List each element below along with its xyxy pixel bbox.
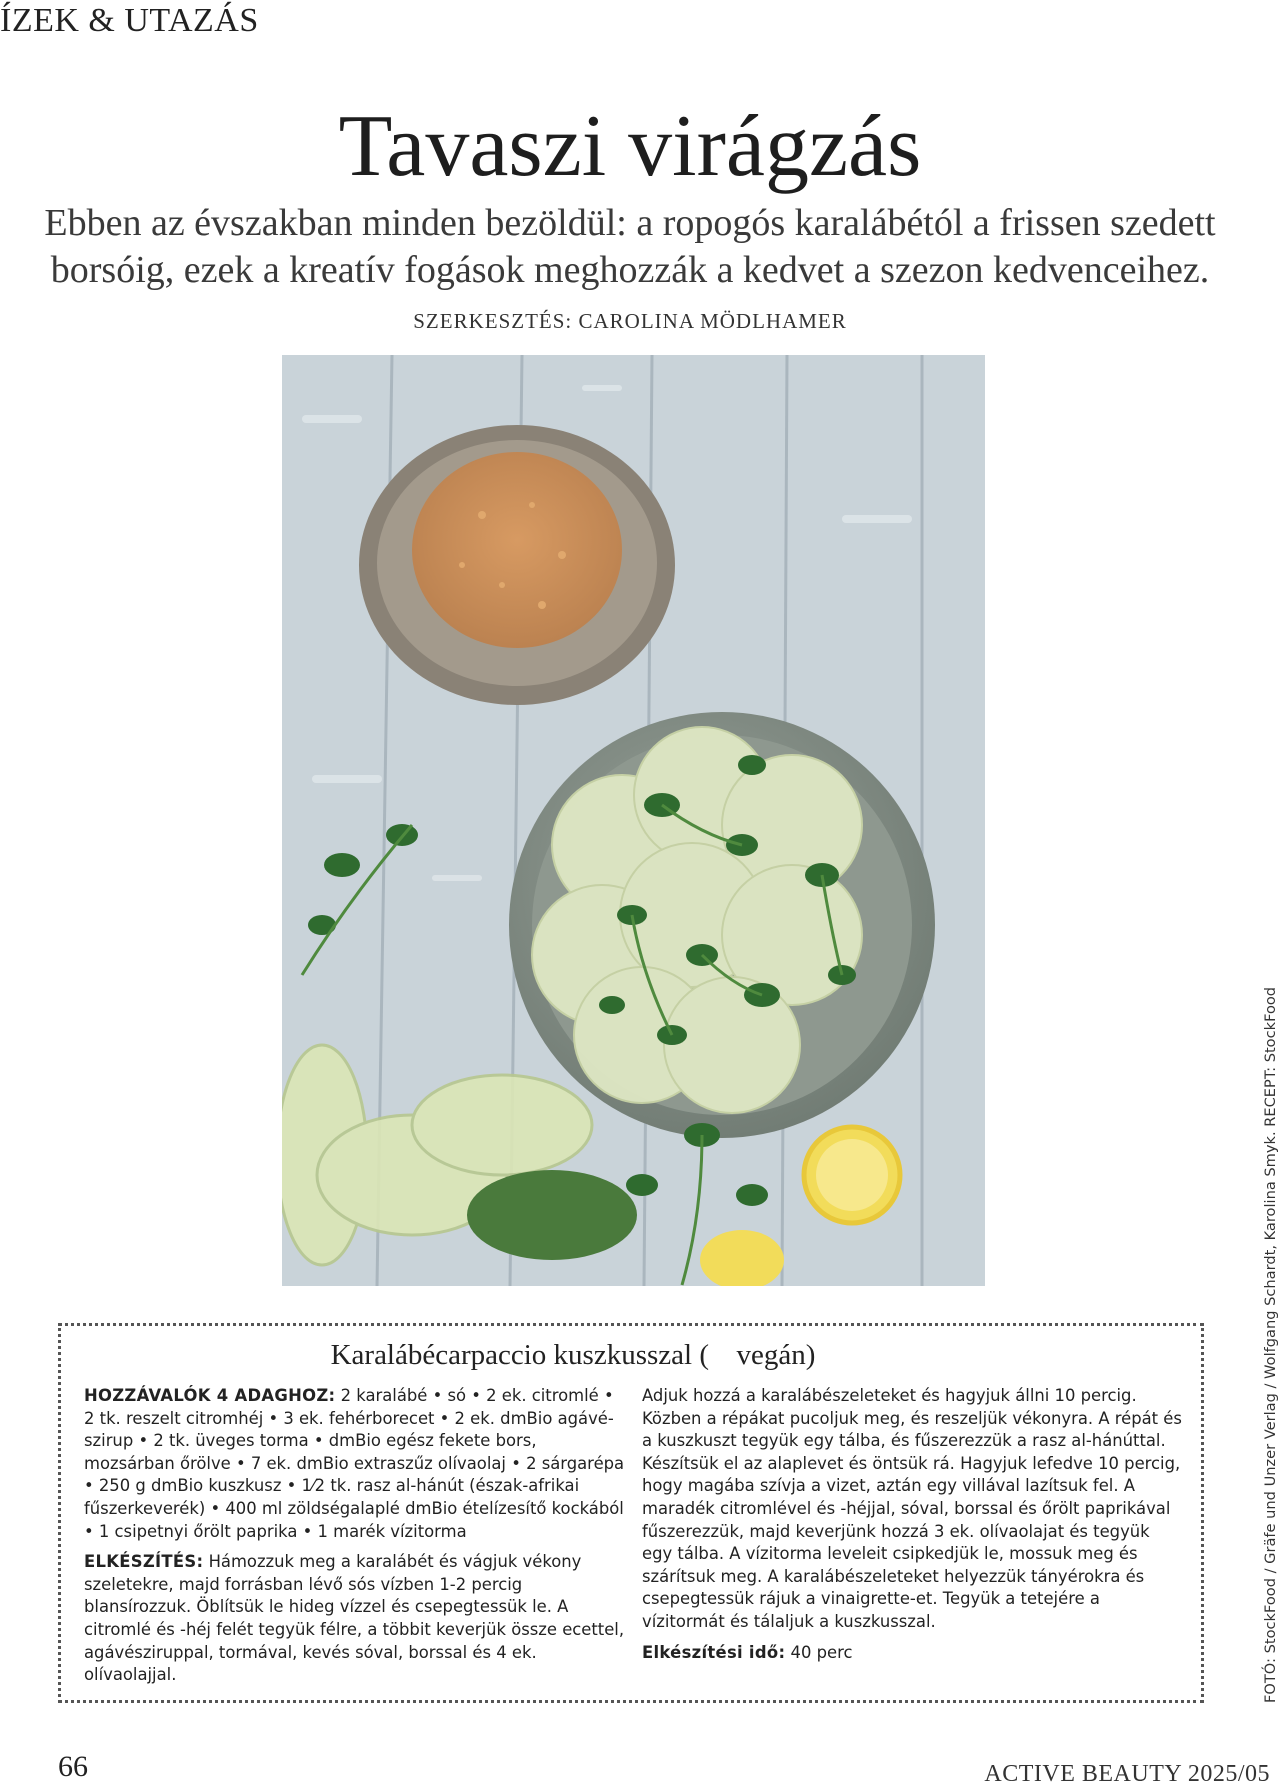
- recipe-photo: [282, 355, 985, 1286]
- vegan-label: vegán): [726, 1339, 805, 1371]
- method-paragraph: [84, 1551, 626, 1687]
- prep-time: [642, 1642, 1182, 1665]
- recipe-column-left: [84, 1385, 626, 1695]
- ingredients-label: HOZZÁVALÓK 4 ADAGHOZ:: [84, 1386, 336, 1405]
- ingredients-text: 2 karalábé • só • 2 ek. citromlé • 2 tk. reszelt citromhéj • 3 ek. fehérborecet • 2 ek. dmBio agávé-szirup • 2 tk. üveges torma • dmBio egész fekete bors, mozsárban őrölve • 7 ek. dmBio extraszűz olívaolaj • 2 sárgarépa • 250 g dmBio kuszkusz • 1⁄2 tk. rasz al-hánút (észak-afrikai fűszerkeverék) • 400 ml zöldségalaplé dmBio ételízesítő kockából • 1 csipetnyi őrölt paprika • 1 marék vízitorma: [84, 1386, 625, 1541]
- byline: SZERKESZTÉS: CAROLINA MÖDLHAMER: [413, 309, 847, 333]
- apple-icon: [719, 1341, 726, 1370]
- ingredients-paragraph: [84, 1385, 626, 1543]
- recipe-title: [0, 1339, 1146, 1372]
- section-label: ÍZEK & UTAZÁS: [0, 2, 259, 39]
- prep-time-value: 40 perc: [785, 1642, 853, 1662]
- recipe-column-right: [642, 1385, 1182, 1672]
- method-label: ELKÉSZÍTÉS:: [84, 1552, 204, 1572]
- recipe-title-text: Karalábécarpaccio kuszkusszal (: [330, 1339, 709, 1371]
- page-number: 66: [58, 1750, 88, 1783]
- photo-credit: FOTÓ: StockFood / Gräfe und Unzer Verlag / Wolfgang Schardt, Karolina Smyk. RECEPT: StockFood: [1262, 986, 1279, 1703]
- magazine-issue: ACTIVE BEAUTY 2025/05: [984, 1761, 1270, 1787]
- prep-time-label: Elkészítési idő:: [642, 1642, 786, 1662]
- method-text: Hámozzuk meg a karalábét és vágjuk vékony szeletekre, majd forrásban lévő sós vízben 1-2 percig blansírozzuk. Öblítsük le hideg vízzel és csepegtessük le. A citromlé és -héj felét tegyük félre, a többit keverjük össze ecettel, agávésziruppal, tormával, kevés sóval, borssal és 4 ek. olívaolajjal.: [84, 1552, 625, 1685]
- page-title: Tavaszi virágzás: [338, 98, 922, 195]
- article-subtitle: Ebben az évszakban minden bezöldül: a ropogós karalábétól a frissen szedett borsóig, ezek a kreatív fogások meghozzák a kedvet a szezon kedvenceihez.: [44, 202, 1216, 291]
- method-continued: Adjuk hozzá a karalábészeleteket és hagyjuk állni 10 percig. Közben a répákat pucoljuk meg, és reszeljük vékonyra. A répát és a kuszkuszt tegyük egy tálba, és fűszerezzük a rasz al-hánúttal. Készítsük el az alaplevet és öntsük rá. Hagyjuk lefedve 10 percig, hogy magába szívja a vizet, aztán egy villával lazítsuk fel. A maradék citromlével és -héjjal, sóval, borssal és őrölt paprikával fűszerezzük, majd keverjünk hozzá 3 ek. olívaolajat és tegyük egy tálba. A vízitorma leveleit csipkedjük le, mossuk meg és szárítsuk meg. A karalábészeleteket helyezzük tányérokra és csepegtessük rájuk a vinaigrette-et. Tegyük a tetejére a vízitormát és tálaljuk a kuszkusszal.: [642, 1386, 1182, 1631]
